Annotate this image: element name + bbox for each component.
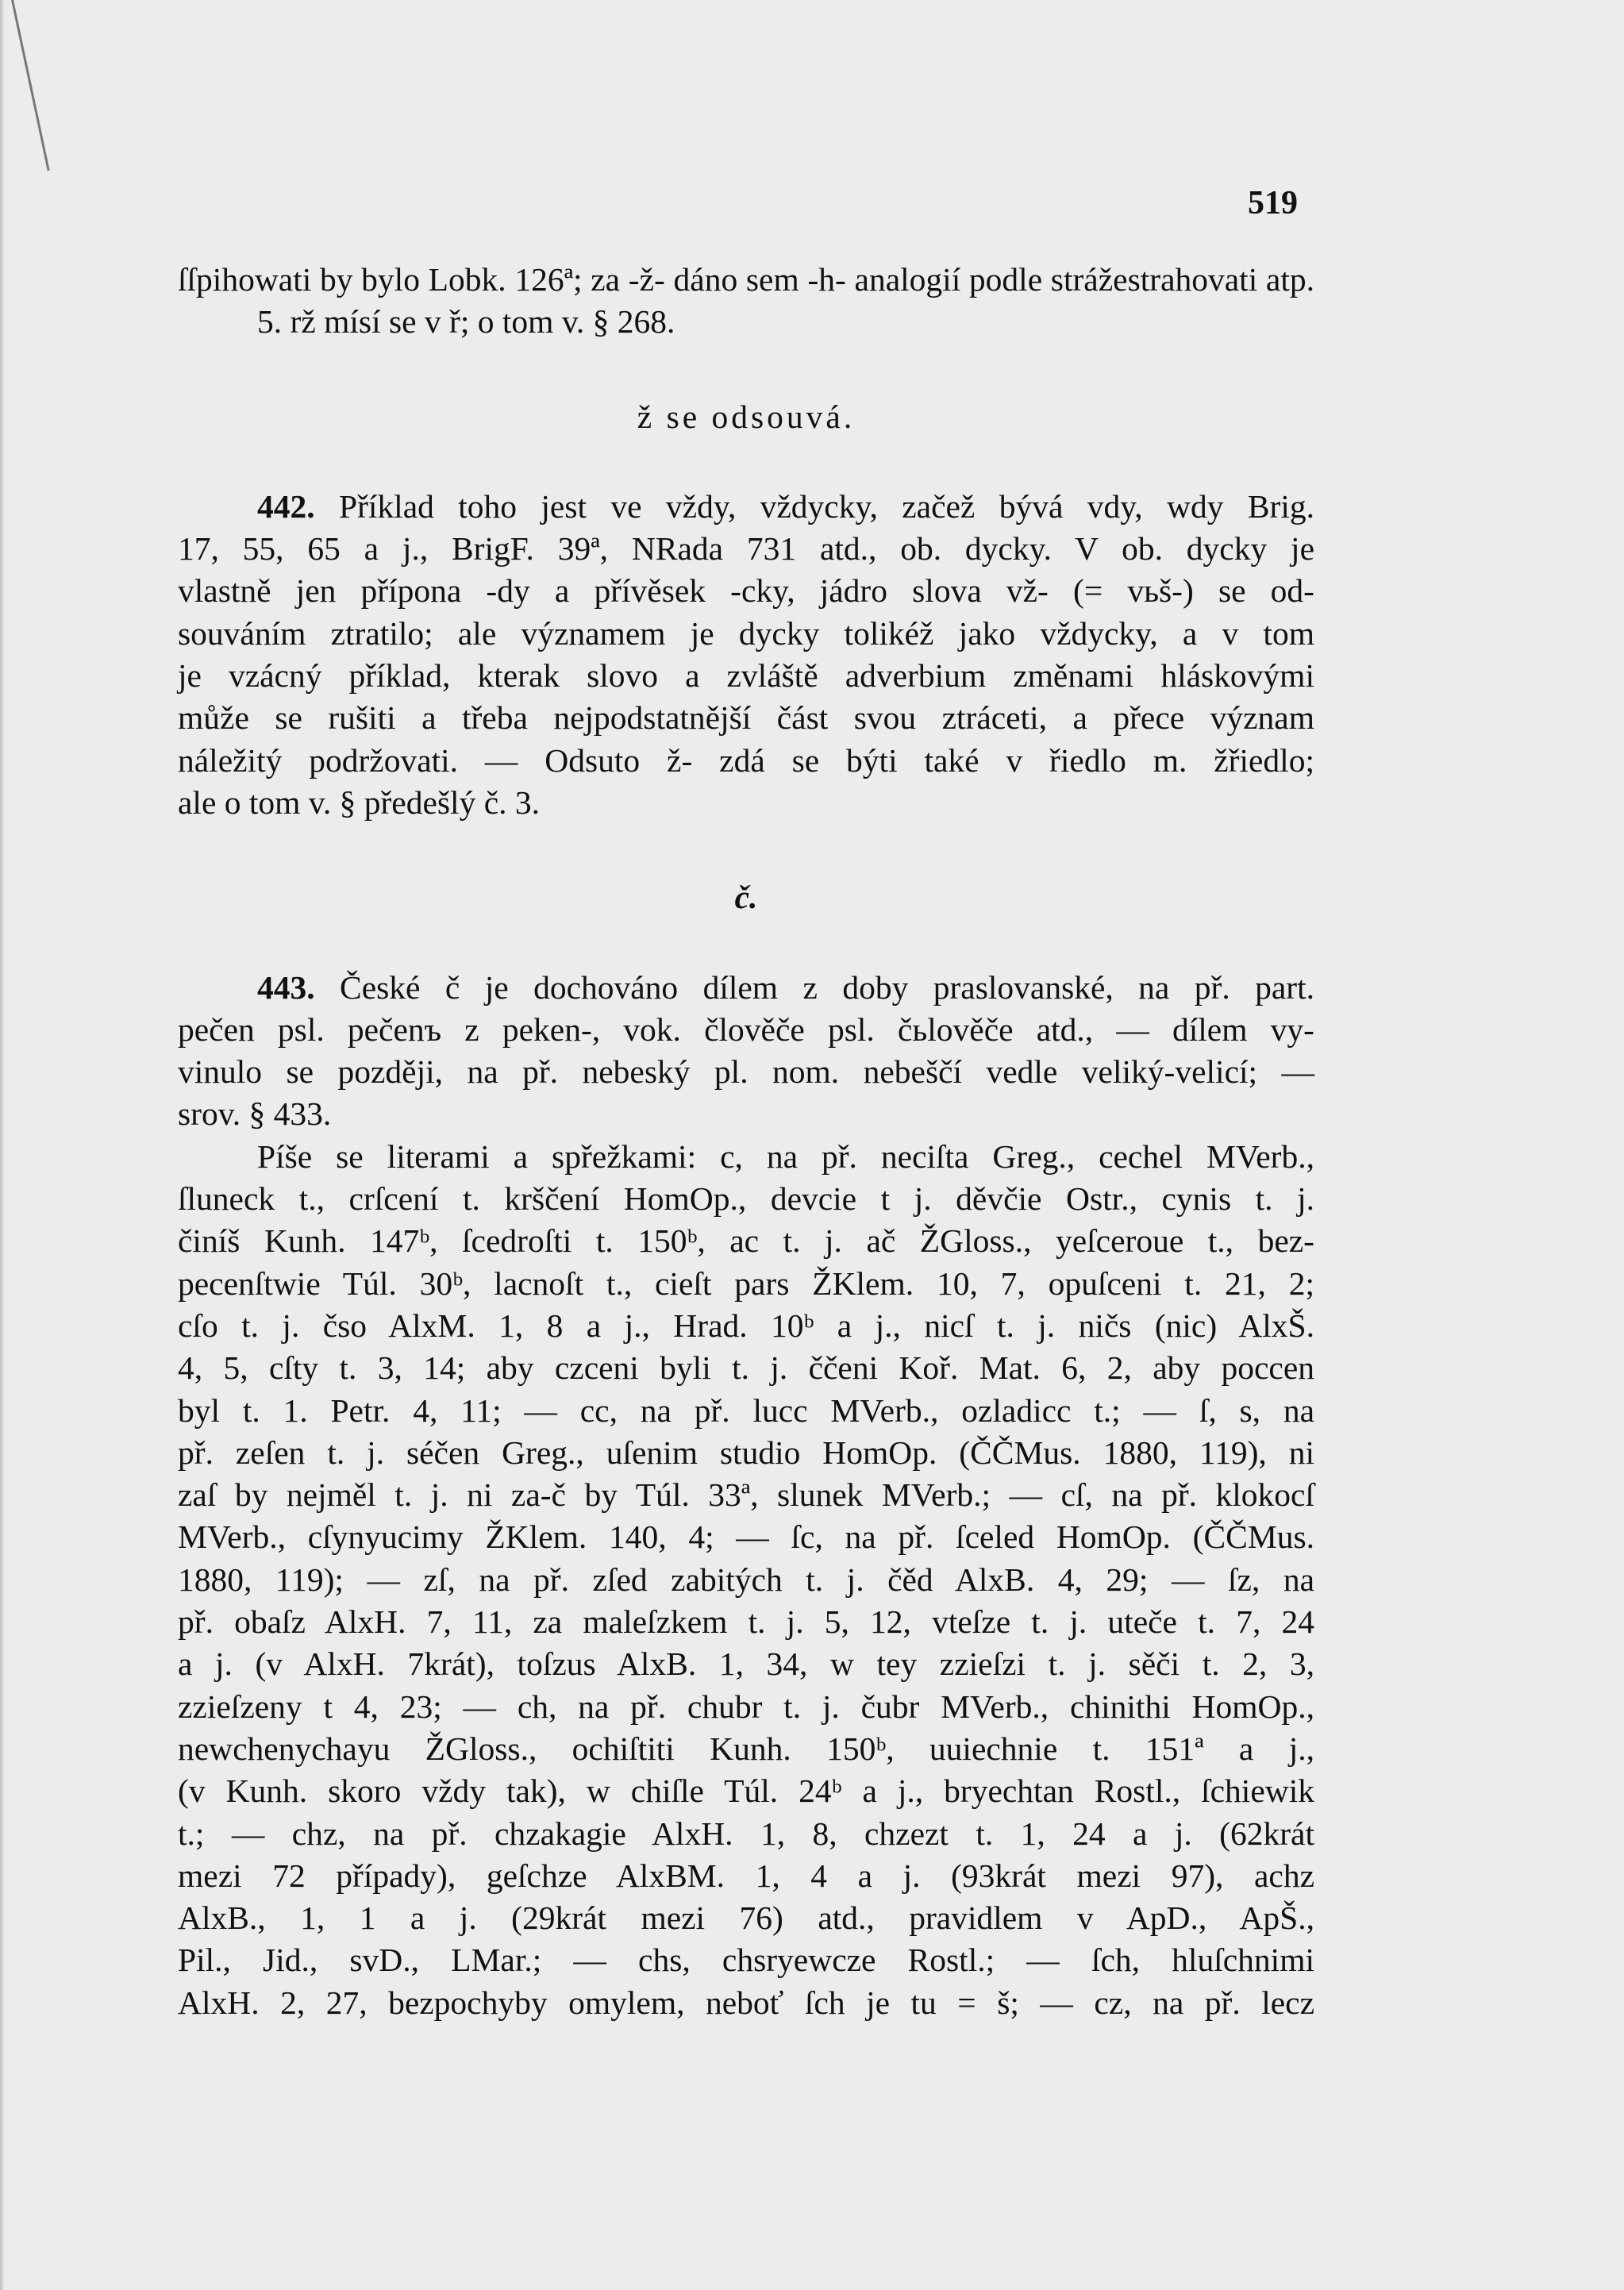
text-line: mezi 72 případy), geſchze AlxBM. 1, 4 a j. (93krát mezi 97), achz	[178, 1857, 1314, 1894]
text-line: může se rušiti a třeba nejpodstatnější část svou ztráceti, a přece význam	[178, 699, 1314, 737]
paragraph-number: 442.	[257, 487, 315, 525]
paragraph-first-line: 442. Příklad toho jest ve vždy, vždycky, začež bývá vdy, wdy Brig.	[257, 487, 1315, 525]
text-line: 4, 5, cſty t. 3, 14; aby czceni byli t. j. ččeni Koř. Mat. 6, 2, aby poccen	[178, 1349, 1314, 1387]
text-line: newchenychayu ŽGloss., ochiſtiti Kunh. 150ᵇ, uuiechnie t. 151ª a j.,	[178, 1730, 1314, 1767]
text-line: Pil., Jid., svD., LMar.; — chs, chsryewcze Rostl.; — ſch, hluſchnimi	[178, 1942, 1314, 1979]
text-line: zaſ by nejměl t. j. ni za-č by Túl. 33ª, slunek MVerb.; — cſ, na př. klokocſ	[178, 1476, 1314, 1514]
paragraph-number: 443.	[257, 968, 315, 1006]
page-edge-shadow	[0, 0, 5, 2290]
text-line: činíš Kunh. 147ᵇ, ſcedroſti t. 150ᵇ, ac t. j. ač ŽGloss., yeſceroue t., bez-	[178, 1222, 1314, 1260]
section-heading-zh: ž se odsouvá.	[637, 398, 856, 435]
text-line: srov. § 433.	[178, 1095, 332, 1133]
text-line: př. obaſz AlxH. 7, 11, za maleſzkem t. j. 5, 12, vteſze t. j. uteče t. 7, 24	[178, 1603, 1314, 1641]
text-line: 17, 55, 65 a j., BrigF. 39ª, NRada 731 atd., ob. dycky. V ob. dycky je	[178, 530, 1314, 568]
text-line: AlxB., 1, 1 a j. (29krát mezi 76) atd., pravidlem v ApD., ApŠ.,	[178, 1899, 1314, 1937]
body-text	[178, 259, 1314, 2024]
text-line: byl t. 1. Petr. 4, 11; — cc, na př. lucc MVerb., ozladicc t.; — ſ, s, na	[178, 1391, 1314, 1429]
text-line: AlxH. 2, 27, bezpochyby omylem, neboť ſch je tu = š; — cz, na př. lecz	[178, 1984, 1314, 2021]
text-line: ale o tom v. § předešlý č. 3.	[178, 783, 540, 821]
text-line: t.; — chz, na př. chzakagie AlxH. 1, 8, chzezt t. 1, 24 a j. (62krát	[178, 1815, 1314, 1852]
text-line: MVerb., cſynyucimy ŽKlem. 140, 4; — ſc, na př. ſceled HomOp. (ČČMus.	[178, 1518, 1314, 1556]
text-line: ſſpihowati by bylo Lobk. 126ª; za -ž- dáno sem -h- analogií podle strážestrahovati atp.	[178, 261, 1314, 298]
text-line: (v Kunh. skoro vždy tak), w chiſle Túl. 24ᵇ a j., bryechtan Rostl., ſchiewik	[178, 1772, 1314, 1810]
text-line: Píše se literami a spřežkami: c, na př. neciſta Greg., cechel MVerb.,	[257, 1137, 1314, 1175]
text-line: náležitý podržovati. — Odsuto ž- zdá se býti také v řiedlo m. žřiedlo;	[178, 741, 1314, 779]
text-line: pecenſtwie Túl. 30ᵇ, lacnoſt t., cieſt pars ŽKlem. 10, 7, opuſceni t. 21, 2;	[178, 1264, 1314, 1302]
text-line: cſo t. j. čso AlxM. 1, 8 a j., Hrad. 10ᵇ a j., nicſ t. j. ničs (nic) AlxŠ.	[178, 1307, 1314, 1344]
text-line: a j. (v AlxH. 7krát), toſzus AlxB. 1, 34, w tey zzieſzi t. j. sěči t. 2, 3,	[178, 1645, 1314, 1683]
text-line: vinulo se později, na př. nebeský pl. nom. nebeščí vedle veliký-velicí; —	[178, 1053, 1314, 1091]
text-line: pečen psl. pečenъ z peken-, vok. člověče psl. čьlověče atd., — dílem vy-	[178, 1010, 1314, 1048]
paragraph-first-line: 443. České č je dochováno dílem z doby praslovanské, na př. part.	[257, 968, 1315, 1006]
text-line: vlastně jen přípona -dy a přívěsek -cky, jádro slova vž- (= vьš-) se od-	[178, 572, 1314, 610]
text-line: př. zeſen t. j. séčen Greg., uſenim studio HomOp. (ČČMus. 1880, 119), ni	[178, 1434, 1314, 1471]
text-line: souváním ztratilo; ale významem je dycky tolikéž jako vždycky, a v tom	[178, 614, 1314, 652]
text-line: zzieſzeny t 4, 23; — ch, na př. chubr t. j. čubr MVerb., chinithi HomOp.,	[178, 1688, 1314, 1725]
text-line: 5. rž mísí se v ř; o tom v. § 268.	[257, 303, 675, 341]
text-line: 1880, 119); — zſ, na př. zſed zabitých t. j. čěd AlxB. 4, 29; — ſz, na	[178, 1561, 1314, 1598]
section-heading-c: č.	[734, 879, 758, 916]
page-number: 519	[1248, 185, 1298, 221]
text-line: ſluneck t., crſcení t. krščení HomOp., devcie t j. děvčie Ostr., cynis t. j.	[178, 1180, 1314, 1218]
page-fold-line	[11, 0, 50, 171]
text-line: je vzácný příklad, kterak slovo a zvláště adverbium změnami hláskovými	[178, 657, 1314, 695]
